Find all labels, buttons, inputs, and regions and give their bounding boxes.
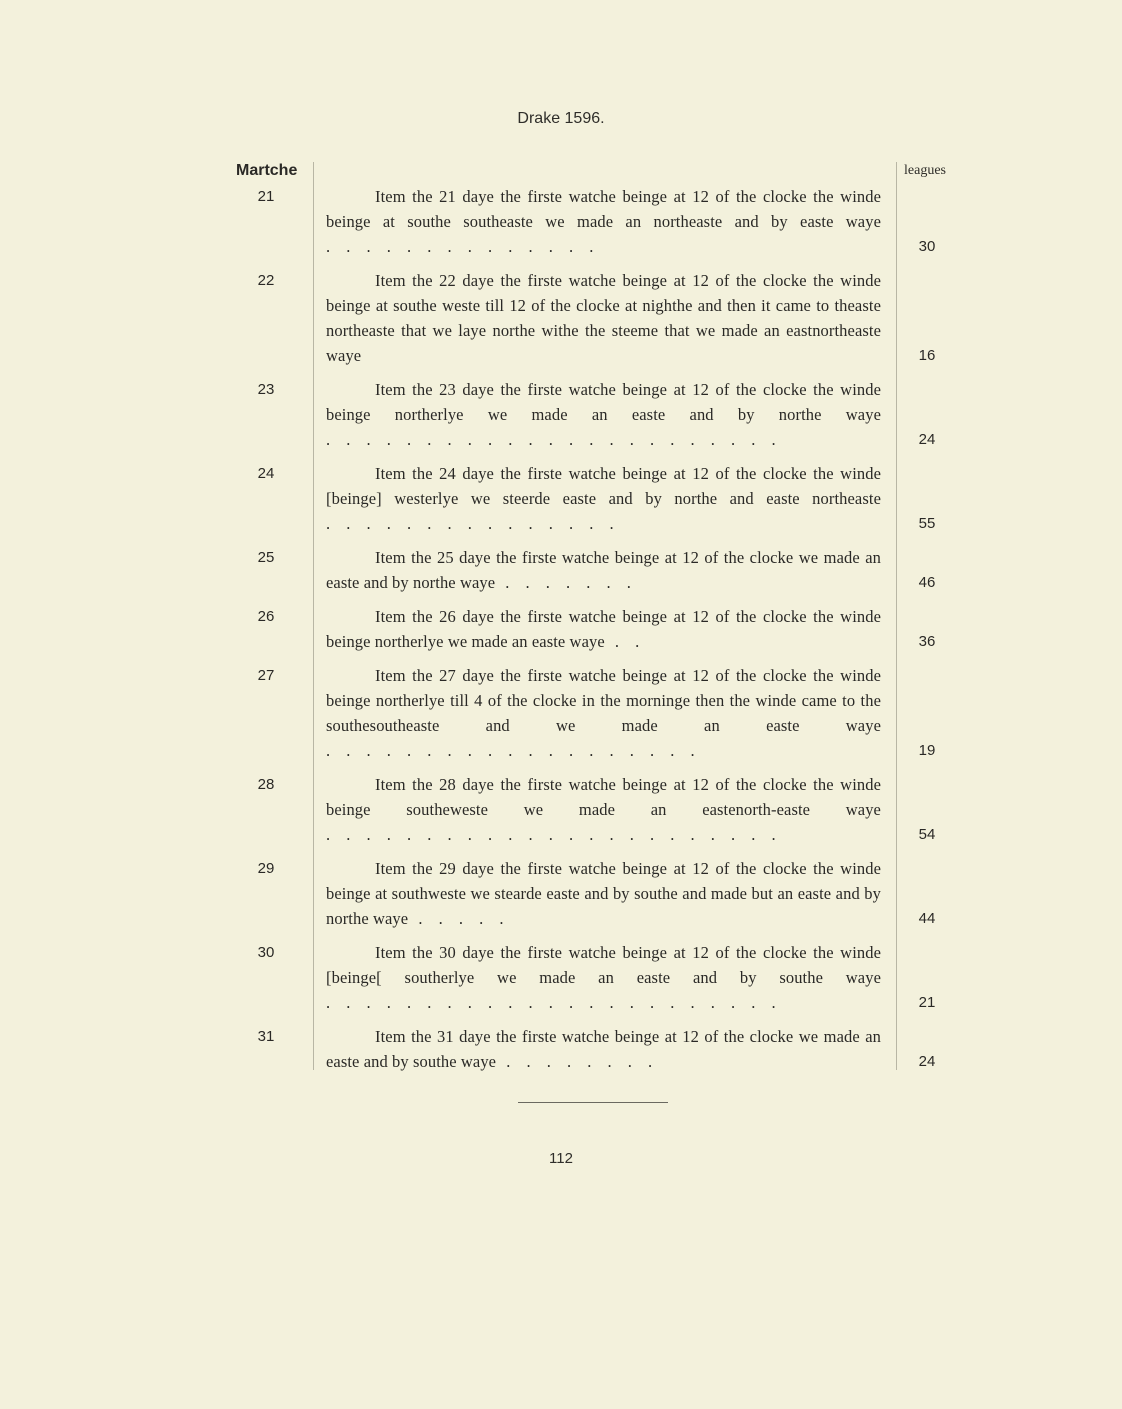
leader-dots: . . . . . . . . . . . . . . . . . . . . . . .: [326, 825, 782, 844]
entry-leagues: 55: [918, 515, 936, 532]
entry-text: Item the 31 daye the firste watche beinge at 12 of the clocke we made an easte and by southe waye . . . . . . . .: [326, 1027, 881, 1071]
leader-dots: . . . . . . . . . . . . . . . . . . . . . . .: [326, 430, 782, 449]
entry-day: 29: [257, 860, 275, 877]
entry-day: 31: [257, 1028, 275, 1045]
running-header: Drake 1596.: [517, 110, 605, 127]
log-entry: [0, 268, 1122, 368]
entry-leagues: 24: [918, 1053, 936, 1070]
entry-text: Item the 26 daye the firste watche beinge at 12 of the clocke the winde beinge northerlye we made an easte waye . .: [326, 607, 881, 651]
log-entry: [0, 545, 1122, 595]
entry-text: Item the 30 daye the firste watche beinge at 12 of the clocke the winde [beinge[ southerlye we made an easte and by southe waye . . . . . . . . . . . . . . . . . . . . . . .: [326, 943, 881, 1012]
leader-dots: . . . . . . . . . . . . . .: [326, 237, 600, 256]
entry-text: Item the 23 daye the firste watche beinge at 12 of the clocke the winde beinge northerlye we made an easte and by northe waye . . . . . . . . . . . . . . . . . . . . . . .: [326, 380, 881, 449]
entry-text: Item the 22 daye the firste watche beinge at 12 of the clocke the winde beinge at southe weste till 12 of the clocke at nighthe and then it came to theaste northeaste that we laye northe withe the steeme that we made an eastnortheaste waye: [326, 271, 881, 365]
entry-text: Item the 24 daye the firste watche beinge at 12 of the clocke the winde [beinge] westerlye we steerde easte and by northe and easte northeaste . . . . . . . . . . . . . . .: [326, 464, 881, 533]
entry-day: 24: [257, 465, 275, 482]
entry-text: Item the 28 daye the firste watche beinge at 12 of the clocke the winde beinge southeweste we made an eastenorth-easte waye . . . . . . . . . . . . . . . . . . . . . . .: [326, 775, 881, 844]
entry-day: 25: [257, 549, 275, 566]
leader-dots: . . . . . . .: [495, 573, 637, 592]
entry-leagues: 21: [918, 994, 936, 1011]
entry-day: 21: [257, 188, 275, 205]
leader-dots: . . . . . . . .: [496, 1052, 659, 1071]
entry-text: Item the 25 daye the firste watche beinge at 12 of the clocke we made an easte and by northe waye . . . . . . .: [326, 548, 881, 592]
leader-dots: . . . . . . . . . . . . . . . . . . . . . . .: [326, 993, 782, 1012]
entry-text: Item the 29 daye the firste watche beinge at 12 of the clocke the winde beinge at southweste we stearde easte and by southe and made but an easte and by northe waye . . . . .: [326, 859, 881, 928]
entry-text: Item the 27 daye the firste watche beinge at 12 of the clocke the winde beinge northerlye till 4 of the clocke in the morninge then the winde came to the southesoutheaste and we made an easte waye . . . . . . . . . . . . . . . . . . .: [326, 666, 881, 760]
leader-dots: . . . . .: [408, 909, 510, 928]
entry-leagues: 54: [918, 826, 936, 843]
log-entry: [0, 377, 1122, 452]
leader-dots: . . . . . . . . . . . . . . .: [326, 514, 620, 533]
log-entry: [0, 1024, 1122, 1074]
month-column-heading: Martche: [236, 162, 298, 179]
log-entry: [0, 663, 1122, 763]
entry-leagues: 30: [918, 238, 936, 255]
leagues-column-heading: leagues: [904, 163, 946, 178]
entry-day: 23: [257, 381, 275, 398]
leader-dots: . .: [604, 632, 646, 651]
leader-dots: . . . . . . . . . . . . . . . . . . .: [326, 741, 701, 760]
log-entry: [0, 940, 1122, 1015]
entry-leagues: 16: [918, 347, 936, 364]
entry-day: 30: [257, 944, 275, 961]
log-entry: [0, 184, 1122, 259]
entry-text: Item the 21 daye the firste watche beinge at 12 of the clocke the winde beinge at southe southeaste we made an northeaste and by easte waye . . . . . . . . . . . . . .: [326, 187, 881, 256]
entry-leagues: 46: [918, 574, 936, 591]
closing-rule: [518, 1102, 668, 1103]
entry-leagues: 36: [918, 633, 936, 650]
entry-day: 22: [257, 272, 275, 289]
entry-day: 28: [257, 776, 275, 793]
log-entry: [0, 461, 1122, 536]
entry-day: 26: [257, 608, 275, 625]
page-number: 112: [549, 1150, 573, 1167]
entry-leagues: 44: [918, 910, 936, 927]
entry-leagues: 24: [918, 431, 936, 448]
log-entry: [0, 772, 1122, 847]
log-entry: [0, 856, 1122, 931]
log-entry: [0, 604, 1122, 654]
log-entries: [0, 184, 1122, 1083]
entry-day: 27: [257, 667, 275, 684]
entry-leagues: 19: [918, 742, 936, 759]
